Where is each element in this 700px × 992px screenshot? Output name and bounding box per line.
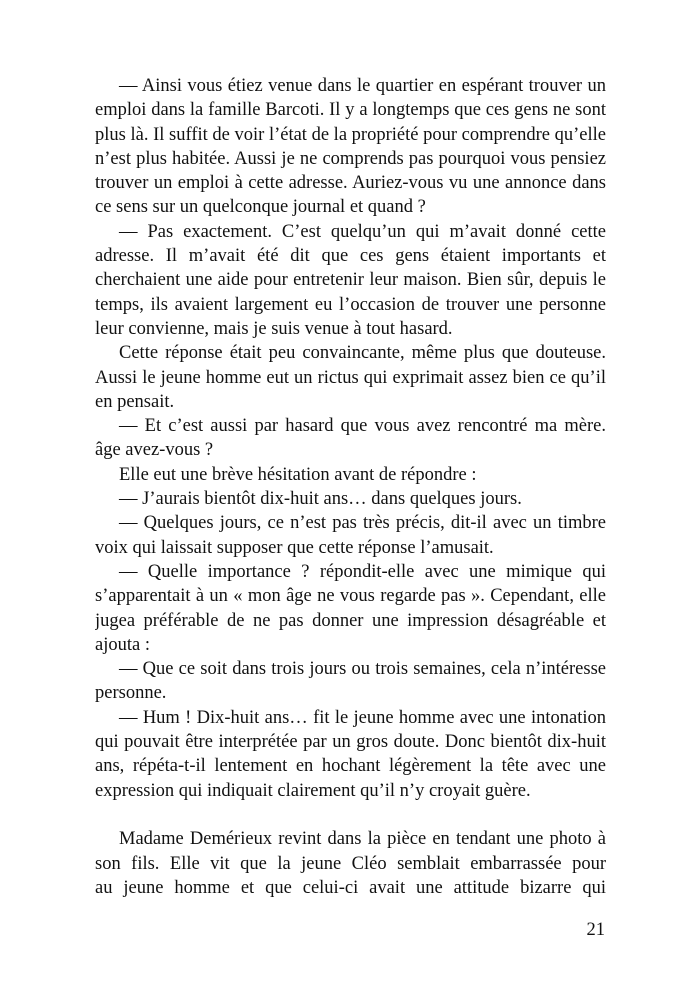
paragraph (95, 827, 606, 900)
text-line: Aussi le jeune homme eut un rictus qui exprimait assez bien ce qu’il (95, 367, 606, 388)
text-line: — Hum ! Dix-huit ans… fit le jeune homme avec une intonation (119, 707, 606, 728)
text-line: — Que ce soit dans trois jours ou trois semaines, cela n’intéresse (119, 659, 606, 680)
text-line: Elle eut une brève hésitation avant de répondre : (119, 464, 477, 485)
text-line: plus là. Il suffit de voir l’état de la propriété pour comprendre qu’elle (95, 124, 606, 145)
page-number: 21 (586, 920, 605, 940)
text-line: — Quelques jours, ce n’est pas très précis, dit-il avec un timbre (119, 513, 606, 534)
paragraph (95, 560, 606, 657)
text-line: temps, ils avaient largement eu l’occasion de trouver une personne (95, 294, 606, 315)
text-line: voix qui laissait supposer que cette réponse l’amusait. (95, 537, 494, 558)
text-line: — Ainsi vous étiez venue dans le quartier en espérant trouver un (119, 76, 606, 96)
text-line: emploi dans la famille Barcoti. Il y a longtemps que ces gens ne sont (95, 100, 606, 121)
text-line: au jeune homme et que celui-ci avait une attitude bizarre qui (95, 877, 606, 898)
section-break (95, 803, 606, 827)
text-line: — Pas exactement. C’est quelqu’un qui m’avait donné cette (119, 221, 606, 242)
text-line: n’est plus habitée. Aussi je ne comprends pas pourquoi vous pensiez (95, 148, 606, 169)
text-line: trouver un emploi à cette adresse. Auriez-vous vu une annonce dans (95, 173, 606, 194)
text-line: ce sens sur un quelconque journal et quand ? (95, 197, 426, 218)
text-line: — Et c’est aussi par hasard que vous avez rencontré ma mère. (119, 416, 606, 437)
paragraph (95, 463, 606, 487)
paragraph (95, 74, 606, 220)
text-line: adresse. Il m’avait été dit que ces gens étaient importants et (95, 246, 606, 267)
text-line: expression qui indiquait clairement qu’il n’y croyait guère. (95, 780, 531, 801)
text-line: personne. (95, 683, 167, 704)
paragraph (95, 706, 606, 803)
text-line: âge avez-vous ? (95, 440, 214, 461)
paragraph (95, 657, 606, 706)
paragraph (95, 511, 606, 560)
text-line: cherchaient une aide pour entretenir leur maison. Bien sûr, depuis le (95, 270, 606, 291)
text-line: son fils. Elle vit que la jeune Cléo semblait embarrassée pour (95, 853, 606, 874)
text-line: leur convienne, mais je suis venue à tout hasard. (95, 318, 453, 339)
text-line: en pensait. (95, 391, 175, 412)
text-line: ans, répéta-t-il lentement en hochant légèrement la tête avec une (95, 756, 606, 777)
paragraph (95, 220, 606, 341)
text-line: — J’aurais bientôt dix-huit ans… dans quelques jours. (119, 489, 522, 510)
paragraph (95, 341, 606, 414)
text-line: ajouta : (95, 634, 150, 655)
text-line: Madame Demérieux revint dans la pièce en tendant une photo à (119, 829, 606, 850)
paragraph (95, 414, 606, 463)
text-line: Cette réponse était peu convaincante, même plus que douteuse. (119, 343, 606, 364)
paragraph (95, 487, 606, 511)
text-line: qui pouvait être interprétée par un gros doute. Donc bientôt dix-huit (95, 732, 606, 753)
text-line: — Quelle importance ? répondit-elle avec une mimique qui (119, 561, 606, 582)
text-line: s’apparentait à un « mon âge ne vous regarde pas ». Cependant, elle (95, 586, 606, 607)
text-line: jugea préférable de ne pas donner une impression désagréable et (95, 610, 606, 631)
page-body-text (95, 74, 606, 900)
